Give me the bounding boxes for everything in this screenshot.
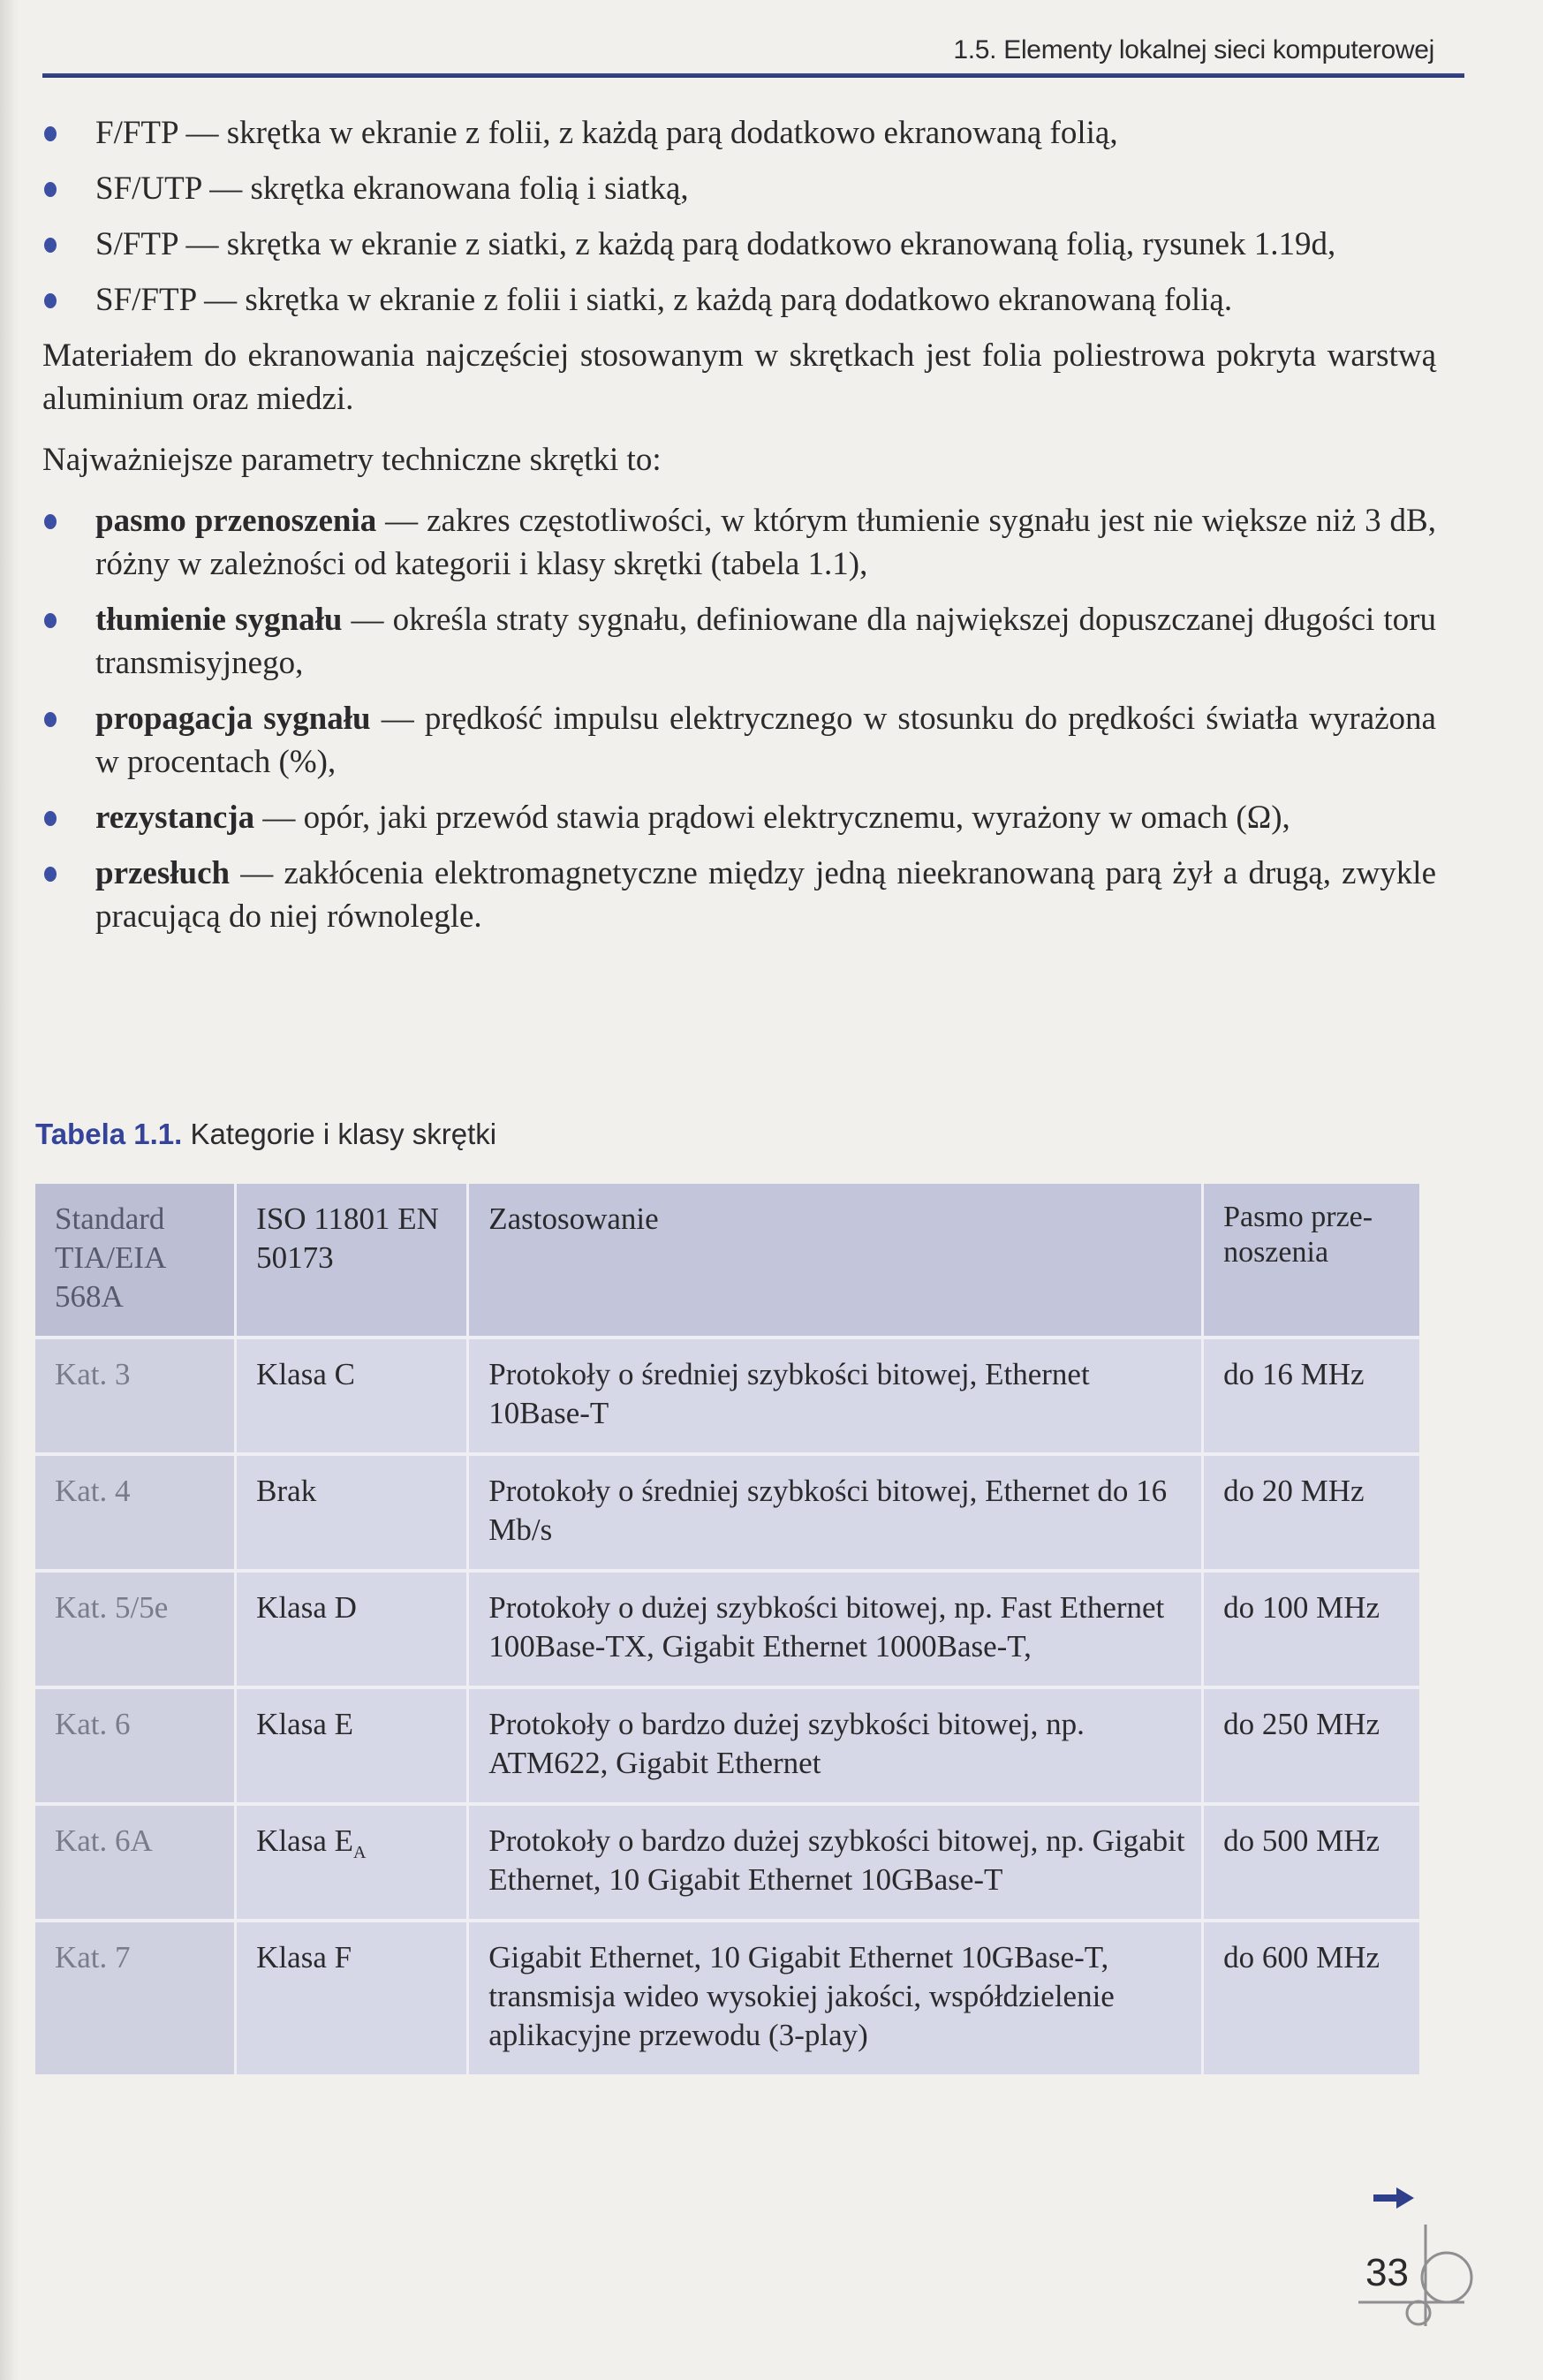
cell-iso [236,1571,468,1687]
cell-iso-text: Klasa D [256,1590,357,1625]
cell-usage: Protokoły o średniej szybkości bitowej, Ethernet do 16 Mb/s [468,1454,1203,1571]
table-row [35,1454,1419,1571]
cell-standard: Kat. 3 [35,1338,236,1454]
parameters-list [42,499,1436,938]
list-item [42,499,1436,586]
cell-iso [236,1338,468,1454]
cell-iso-text: Klasa E [256,1823,353,1858]
page-number: 33 [1365,2251,1409,2294]
param-term: propagacja sygnału [95,701,371,737]
param-term: tłumienie sygnału [95,602,343,638]
header-rule [42,73,1464,78]
arrow-right-icon [1373,2187,1414,2209]
cell-bandwidth: do 16 MHz [1203,1338,1419,1454]
item-term: SF/FTP [95,282,196,318]
header-iso: ISO 11801 EN 50173 [236,1184,468,1338]
cell-bandwidth: do 100 MHz [1203,1571,1419,1687]
cell-iso-subscript: A [353,1843,367,1862]
cell-standard: Kat. 6 [35,1687,236,1804]
bullet-icon [44,712,57,727]
list-item [42,697,1436,784]
cell-usage: Protokoły o bardzo dużej szybkości bitowej, np. Gigabit Ethernet, 10 Gigabit Ethernet 10GBase-T [468,1804,1203,1921]
cell-iso-text: Klasa C [256,1357,355,1391]
header-usage: Zastosowanie [468,1184,1203,1338]
table-row [35,1338,1419,1454]
param-text: — prędkość impulsu elektrycznego w stosunku do prędkości światła wyrażona w procentach (%), [95,701,1436,780]
param-text: — opór, jaki przewód stawia prądowi elektrycznemu, wyrażony w omach (Ω), [254,800,1290,836]
cell-bandwidth: do 20 MHz [1203,1454,1419,1571]
table-row [35,1571,1419,1687]
cable-categories-table [35,1184,1419,2074]
table-row [35,1804,1419,1921]
item-text: — skrętka w ekranie z folii, z każdą parą dodatkowo ekranowaną folią, [178,115,1118,151]
item-text: — skrętka w ekranie z siatki, z każdą parą dodatkowo ekranowaną folią, rysunek 1.19d, [178,226,1336,262]
cell-iso-text: Klasa E [256,1707,353,1741]
table-caption-label: Tabela 1.1. [35,1118,183,1150]
bullet-icon [44,126,57,141]
param-term: rezystancja [95,800,255,836]
bullet-icon [44,238,57,253]
list-item [42,167,1436,210]
param-text: — zakres częstotliwości, w którym tłumienie sygnału jest nie większe niż 3 dB, różny w zależności od kategorii i klasy skrętki (tabela 1.1), [95,503,1436,582]
bullet-icon [44,811,57,826]
cell-iso-text: Klasa F [256,1940,352,1974]
bullet-icon [44,867,57,882]
bullet-icon [44,514,57,529]
cell-iso [236,1921,468,2074]
cell-usage: Protokoły o bardzo dużej szybkości bitowej, np. ATM622, Gigabit Ethernet [468,1687,1203,1804]
cell-standard: Kat. 5/5e [35,1571,236,1687]
page-gutter-shadow [0,0,19,2380]
table-row [35,1687,1419,1804]
cell-bandwidth: do 500 MHz [1203,1804,1419,1921]
item-text: — skrętka w ekranie z folii i siatki, z każdą parą dodatkowo ekranowaną folią. [195,282,1233,318]
cell-iso [236,1687,468,1804]
item-term: S/FTP [95,226,178,262]
list-item [42,278,1436,322]
item-term: F/FTP [95,115,178,151]
main-content [42,111,1436,951]
param-term: przesłuch [95,855,231,891]
table-row [35,1921,1419,2074]
paragraph-material: Materiałem do ekranowania najczęściej stosowanym w skrętkach jest folia poliestrowa pokryta warstwą aluminium oraz miedzi. [42,337,1436,417]
cell-bandwidth: do 250 MHz [1203,1687,1419,1804]
table-caption [35,1118,496,1151]
cell-usage: Gigabit Ethernet, 10 Gigabit Ethernet 10GBase-T, transmisja wideo wysokiej jakości, współdzielenie aplikacyjne przewodu (3-play) [468,1921,1203,2074]
header-bandwidth: Pasmo prze-noszenia [1203,1184,1419,1338]
shield-types-list [42,111,1436,322]
bullet-icon [44,293,57,308]
cell-bandwidth: do 600 MHz [1203,1921,1419,2074]
param-text: — zakłócenia elektromagnetyczne między jedną nieekranowaną parą żył a drugą, zwykle pracującą do niej równolegle. [95,855,1436,935]
cell-standard: Kat. 4 [35,1454,236,1571]
cell-iso-text: Brak [256,1474,317,1508]
running-header: 1.5. Elementy lokalnej sieci komputerowej [953,35,1434,64]
param-text: — określa straty sygnału, definiowane dla największej dopuszczanej długości toru transmisyjnego, [95,602,1436,681]
header-standard: Standard TIA/EIA 568A [35,1184,236,1338]
cell-standard: Kat. 7 [35,1921,236,2074]
item-text: — skrętka ekranowana folią i siatką, [200,171,689,207]
item-term: SF/UTP [95,171,201,207]
param-term: pasmo przenoszenia [95,503,377,539]
bullet-icon [44,182,57,197]
cell-usage: Protokoły o średniej szybkości bitowej, Ethernet 10Base-T [468,1338,1203,1454]
cell-standard: Kat. 6A [35,1804,236,1921]
bullet-icon [44,613,57,628]
cell-iso [236,1804,468,1921]
paragraph-params-intro: Najważniejsze parametry techniczne skrętki to: [42,442,662,478]
table-header-row [35,1184,1419,1338]
cell-iso [236,1454,468,1571]
list-item [42,223,1436,266]
spec-table [35,1184,1419,2074]
cell-usage: Protokoły o dużej szybkości bitowej, np. Fast Ethernet 100Base-TX, Gigabit Ethernet 1000Base-T, [468,1571,1203,1687]
table-caption-text: Kategorie i klasy skrętki [182,1118,497,1150]
list-item [42,796,1436,839]
list-item [42,852,1436,938]
list-item [42,111,1436,155]
list-item [42,598,1436,685]
